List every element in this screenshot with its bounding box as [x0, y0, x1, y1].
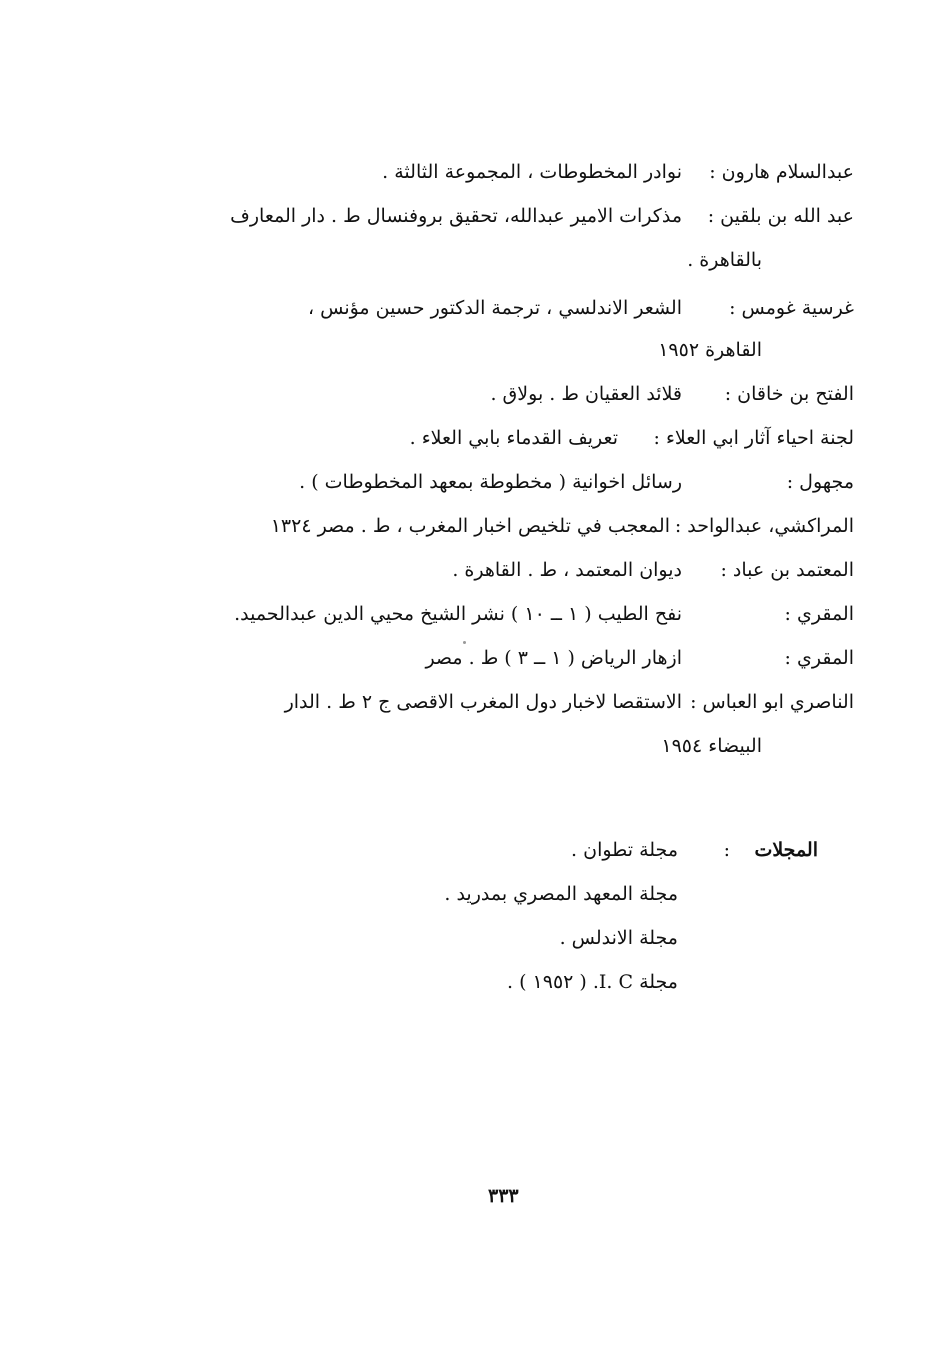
- reference-entry: [184, 152, 854, 192]
- reference-title: قلائد العقيان ط . بولاق .: [490, 383, 682, 405]
- magazine-item: مجلة I. C. ( ١٩٥٢ ) .: [507, 971, 678, 993]
- reference-title: نفح الطيب ( ١ ــ ١٠ ) نشر الشيخ محيي الدين عبدالحميد.: [234, 603, 682, 625]
- reference-author: عبدالسلام هارون :: [709, 161, 854, 183]
- reference-author: مجهول :: [786, 471, 854, 493]
- reference-author: المقري :: [784, 647, 854, 669]
- magazines-heading: المجلات: [754, 839, 818, 861]
- reference-continuation: البيضاء ١٩٥٤: [661, 735, 762, 757]
- reference-title: ازهار الرياض ( ١ ــ ٣ ) ط . مصر: [425, 647, 682, 669]
- reference-author: المقري :: [784, 603, 854, 625]
- reference-author: عبد الله بن بلقين :: [707, 205, 854, 227]
- reference-title: الشعر الاندلسي ، ترجمة الدكتور حسين مؤنس ،: [307, 297, 682, 319]
- reference-author: الناصري ابو العباس :: [690, 691, 854, 713]
- reference-author: لجنة احياء آثار ابي العلاء :: [653, 427, 854, 449]
- reference-entry: [184, 506, 854, 546]
- magazine-item: مجلة تطوان .: [571, 839, 678, 861]
- reference-title: نوادر المخطوطات ، المجموعة الثالثة .: [382, 161, 682, 183]
- reference-entry: [184, 682, 854, 722]
- reference-entry: [184, 196, 854, 236]
- reference-entry: [184, 638, 854, 678]
- reference-title: المعجب في تلخيص اخبار المغرب ، ط . مصر ١٣٢٤: [270, 515, 670, 537]
- reference-title: الاستقصا لاخبار دول المغرب الاقصى ج ٢ ط . الدار: [284, 691, 682, 713]
- reference-author: المراكشي، عبدالواحد :: [674, 515, 854, 537]
- magazine-item: مجلة الاندلس .: [559, 927, 678, 949]
- reference-entry: [184, 374, 854, 414]
- reference-entry: [184, 594, 854, 634]
- magazine-item: مجلة المعهد المصري بمدريد .: [444, 883, 678, 905]
- reference-entry: [184, 288, 854, 328]
- reference-continuation: بالقاهرة .: [687, 249, 762, 271]
- scan-speck: [463, 641, 466, 644]
- page-number: ٣٣٣: [488, 1185, 519, 1207]
- reference-title: ديوان المعتمد ، ط . القاهرة .: [452, 559, 682, 581]
- reference-author: المعتمد بن عباد :: [720, 559, 854, 581]
- reference-entry: [184, 418, 854, 458]
- reference-entry: [184, 462, 854, 502]
- reference-author: غرسية غومس :: [729, 297, 854, 319]
- reference-title: تعريف القدماء بابي العلاء .: [409, 427, 618, 449]
- reference-title: مذكرات الامير عبدالله، تحقيق بروفنسال ط . دار المعارف: [230, 205, 682, 227]
- reference-title: رسائل اخوانية ( مخطوطة بمعهد المخطوطات ) .: [299, 471, 682, 493]
- reference-author: الفتح بن خاقان :: [724, 383, 854, 405]
- magazines-colon: :: [723, 839, 730, 861]
- reference-continuation: القاهرة ١٩٥٢: [658, 339, 762, 361]
- reference-entry: [184, 550, 854, 590]
